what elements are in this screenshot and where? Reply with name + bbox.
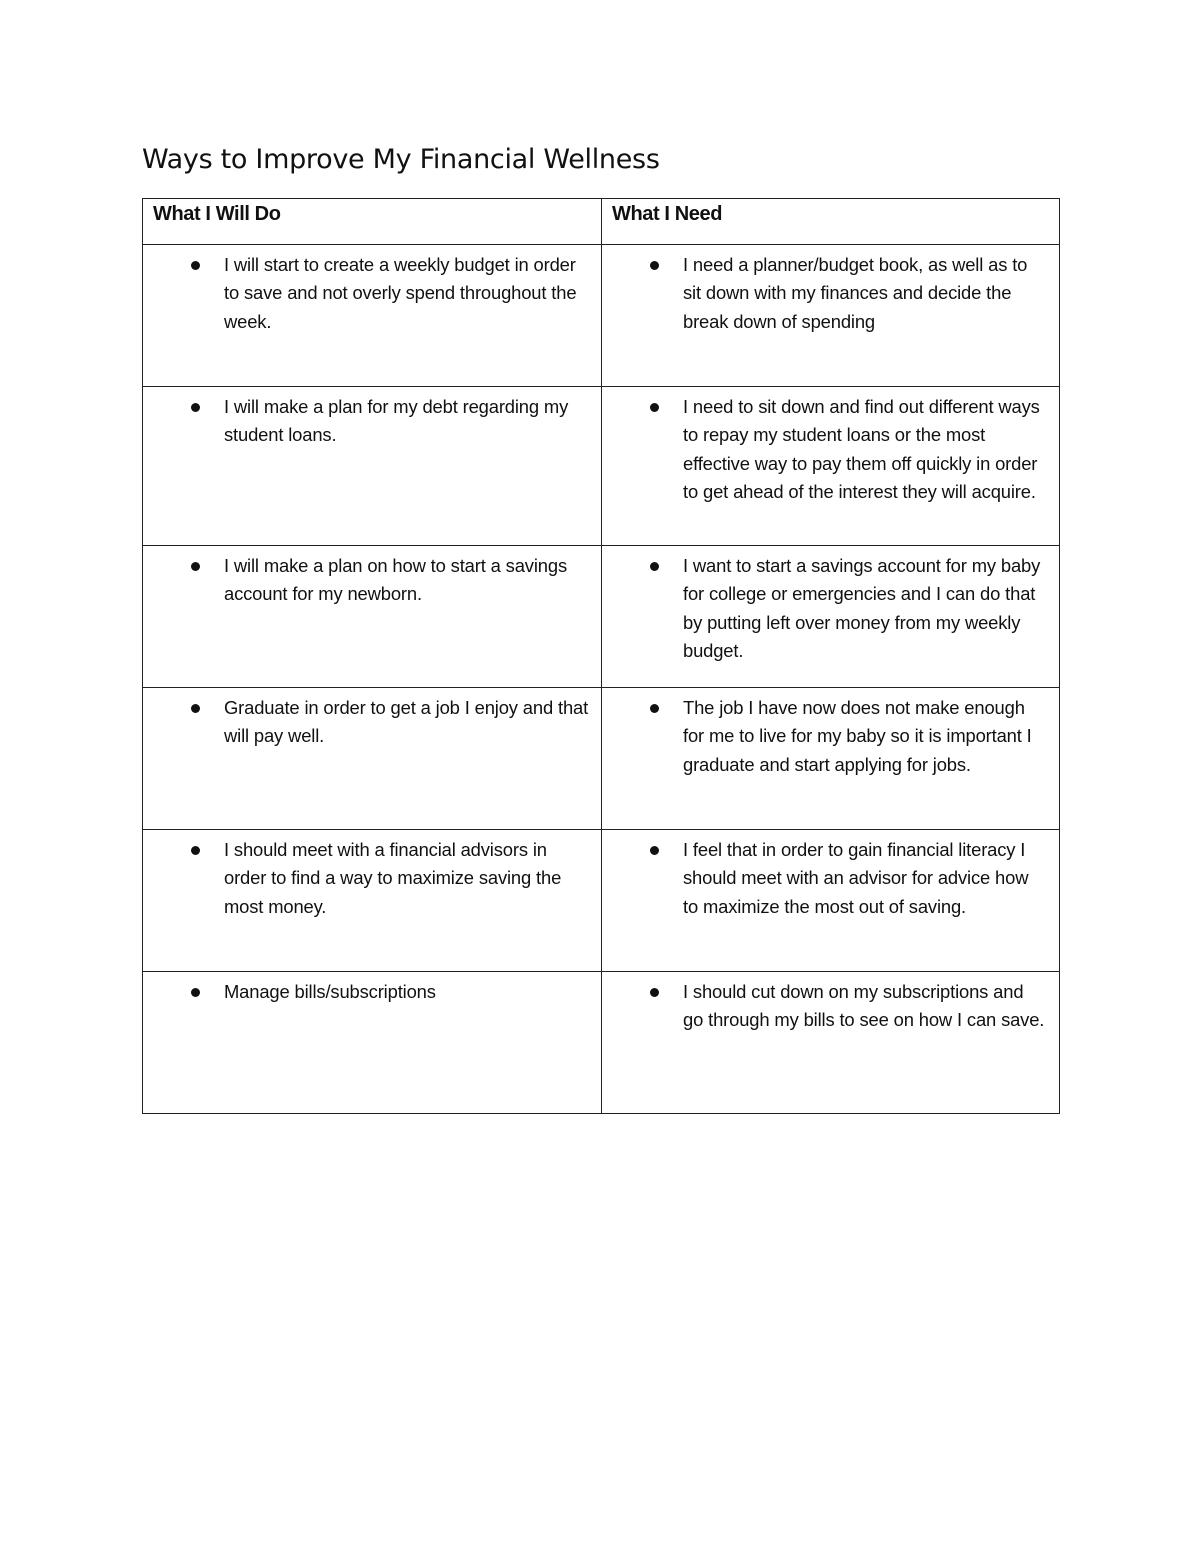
- will-do-cell: [143, 387, 602, 546]
- table-row: [143, 688, 1060, 830]
- need-cell: [602, 830, 1060, 972]
- page-title: Ways to Improve My Financial Wellness: [142, 144, 660, 175]
- need-cell: [602, 546, 1060, 688]
- bullet-icon: [191, 846, 200, 855]
- will-do-cell: [143, 245, 602, 387]
- bullet-icon: [191, 704, 200, 713]
- list-item: [602, 387, 1059, 506]
- financial-plan-table: [142, 198, 1060, 1114]
- will-do-text: I will make a plan on how to start a savings account for my newborn.: [224, 555, 567, 605]
- list-item: [143, 830, 601, 921]
- need-cell: [602, 387, 1060, 546]
- will-do-text: Manage bills/subscriptions: [224, 981, 436, 1002]
- need-text: The job I have now does not make enough for me to live for my baby so it is important I graduate and start applying for jobs.: [683, 697, 1032, 775]
- list-item: [602, 688, 1059, 779]
- bullet-icon: [650, 846, 659, 855]
- will-do-cell: [143, 972, 602, 1114]
- bullet-icon: [191, 261, 200, 270]
- table-row: [143, 830, 1060, 972]
- will-do-text: Graduate in order to get a job I enjoy and that will pay well.: [224, 697, 589, 747]
- will-do-cell: [143, 688, 602, 830]
- list-item: [602, 546, 1059, 665]
- need-cell: [602, 972, 1060, 1114]
- table-row: [143, 546, 1060, 688]
- bullet-icon: [650, 704, 659, 713]
- need-text: I feel that in order to gain financial literacy I should meet with an advisor for advice how to maximize the most out of saving.: [683, 839, 1029, 917]
- bullet-icon: [191, 403, 200, 412]
- table-row: [143, 245, 1060, 387]
- table-row: [143, 972, 1060, 1114]
- table-header-row: [143, 199, 1060, 245]
- bullet-icon: [650, 261, 659, 270]
- table-row: [143, 387, 1060, 546]
- list-item: [143, 387, 601, 450]
- list-item: [602, 245, 1059, 336]
- will-do-text: I will start to create a weekly budget in order to save and not overly spend throughout the week.: [224, 254, 577, 332]
- bullet-icon: [650, 562, 659, 571]
- list-item: [143, 245, 601, 336]
- will-do-text: I should meet with a financial advisors in order to find a way to maximize saving the most money.: [224, 839, 562, 917]
- will-do-cell: [143, 546, 602, 688]
- bullet-icon: [191, 988, 200, 997]
- need-text: I should cut down on my subscriptions and go through my bills to see on how I can save.: [683, 981, 1045, 1031]
- need-cell: [602, 688, 1060, 830]
- need-text: I want to start a savings account for my baby for college or emergencies and I can do that by putting left over money from my weekly budget.: [683, 555, 1041, 661]
- header-what-i-need: What I Need: [602, 199, 1060, 245]
- bullet-icon: [650, 403, 659, 412]
- list-item: [143, 972, 601, 1006]
- bullet-icon: [650, 988, 659, 997]
- will-do-text: I will make a plan for my debt regarding my student loans.: [224, 396, 569, 446]
- list-item: [602, 972, 1059, 1035]
- need-text: I need to sit down and find out different ways to repay my student loans or the most effective way to pay them off quickly in order to get ahead of the interest they will acquire.: [683, 396, 1040, 502]
- need-text: I need a planner/budget book, as well as to sit down with my finances and decide the break down of spending: [683, 254, 1028, 332]
- list-item: [602, 830, 1059, 921]
- list-item: [143, 546, 601, 609]
- list-item: [143, 688, 601, 751]
- will-do-cell: [143, 830, 602, 972]
- need-cell: [602, 245, 1060, 387]
- bullet-icon: [191, 562, 200, 571]
- header-what-i-will-do: What I Will Do: [143, 199, 602, 245]
